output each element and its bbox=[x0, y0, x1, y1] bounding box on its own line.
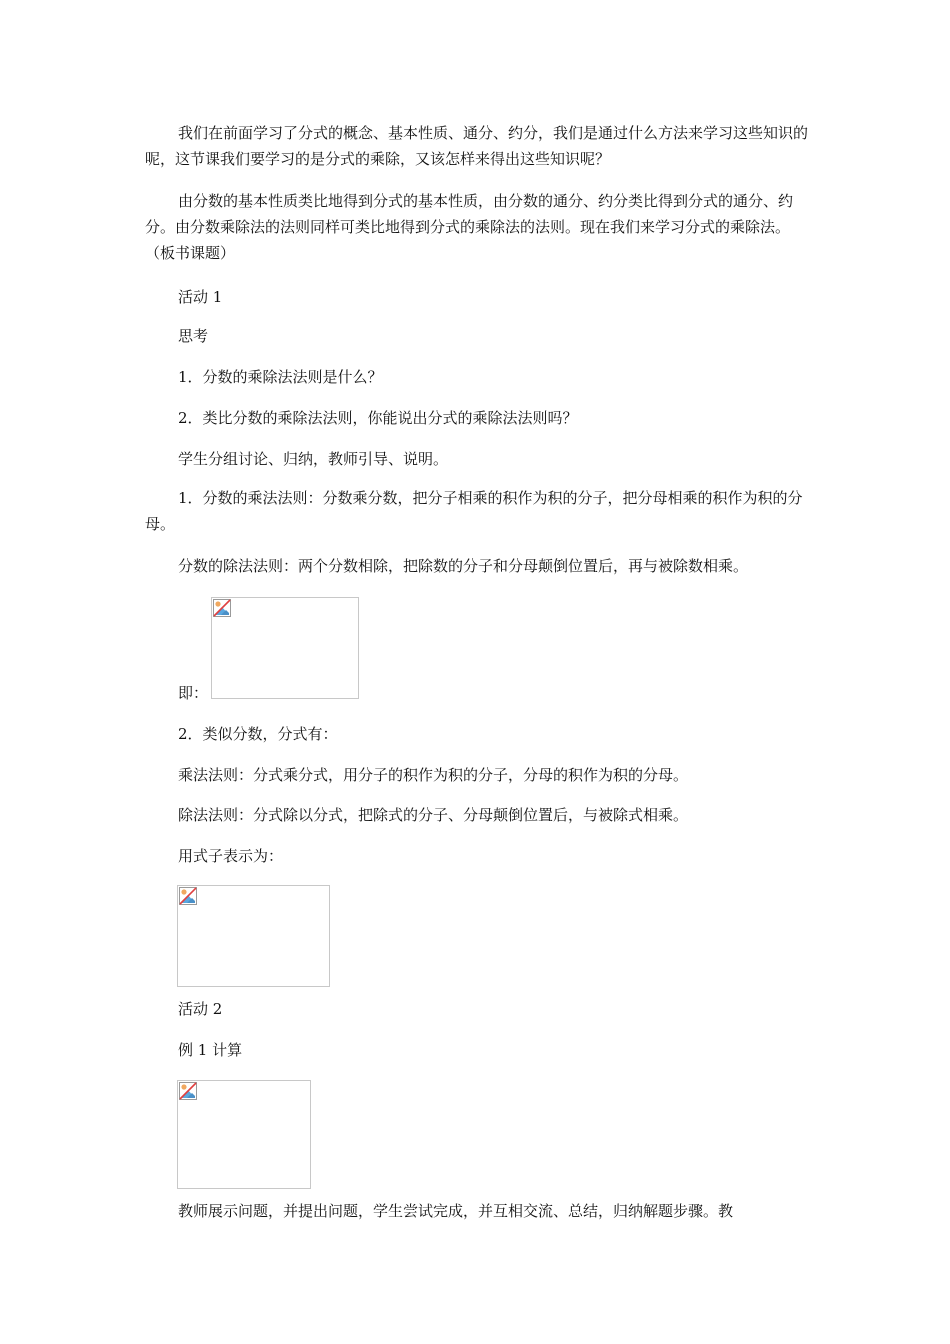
activity-2-heading: 活动 2 bbox=[178, 1000, 223, 1018]
activity-1-heading: 活动 1 bbox=[178, 288, 223, 306]
algebraic-division-rule: 除法法则：分式除以分式，把除式的分子、分母颠倒位置后，与被除式相乘。 bbox=[178, 806, 689, 824]
fraction-division-rule: 分数的除法法则：两个分数相除，把除数的分子和分母颠倒位置后，再与被除数相乘。 bbox=[178, 557, 749, 575]
analogy-heading: 2．类似分数，分式有： bbox=[178, 725, 338, 743]
broken-image-icon bbox=[179, 887, 197, 905]
broken-image-icon bbox=[179, 1082, 197, 1100]
teacher-note: 教师展示问题，并提出问题，学生尝试完成，并互相交流、总结，归纳解题步骤。教 bbox=[178, 1202, 734, 1220]
broken-image-icon bbox=[213, 599, 231, 617]
question-2: 2．类比分数的乘除法法则，你能说出分式的乘除法法则吗？ bbox=[178, 409, 578, 427]
example-image-placeholder bbox=[177, 1080, 311, 1189]
algebraic-multiplication-rule: 乘法法则：分式乘分式，用分子的积作为积的分子，分母的积作为积的分母。 bbox=[178, 766, 689, 784]
rule-formula-image-placeholder bbox=[177, 885, 330, 987]
intro-paragraph: 我们在前面学习了分式的概念、基本性质、通分、约分，我们是通过什么方法来学习这些知识的呢，这节课我们要学习的是分式的乘除，又该怎样来得出这些知识呢？ bbox=[145, 124, 809, 168]
analogy-paragraph: 由分数的基本性质类比地得到分式的基本性质，由分数的通分、约分类比得到分式的通分、约分。由分数乘除法的法则同样可类比地得到分式的乘除法的法则。现在我们来学习分式的乘除法。（板书课题） bbox=[145, 192, 794, 262]
expression-label: 用式子表示为： bbox=[178, 847, 284, 865]
discussion-note: 学生分组讨论、归纳，教师引导、说明。 bbox=[178, 450, 449, 468]
example-1-heading: 例 1 计算 bbox=[178, 1041, 243, 1059]
formula-image-placeholder bbox=[211, 597, 359, 699]
ji-label: 即： bbox=[178, 684, 209, 702]
think-heading: 思考 bbox=[178, 327, 209, 345]
fraction-multiplication-rule: 1．分数的乘法法则：分数乘分数，把分子相乘的积作为积的分子，把分母相乘的积作为积的分母。 bbox=[145, 489, 803, 533]
question-1: 1．分数的乘除法法则是什么？ bbox=[178, 368, 383, 386]
